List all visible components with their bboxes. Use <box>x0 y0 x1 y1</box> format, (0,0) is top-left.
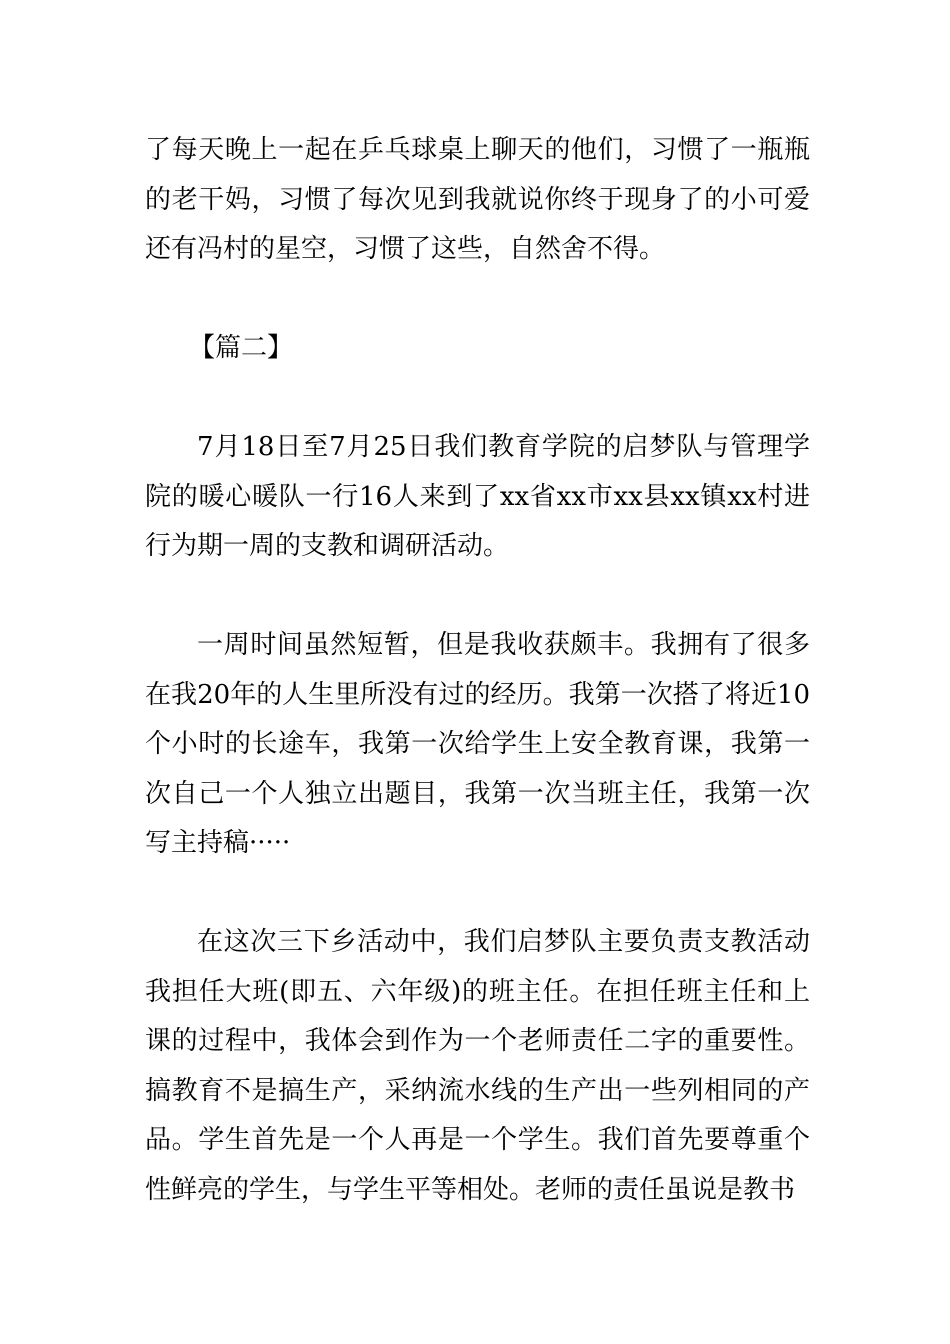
paragraph-continuation: 了每天晚上一起在乒乓球桌上聊天的他们，习惯了一瓶瓶的老干妈，习惯了每次见到我就说你终于现身了的小可爱还有冯村的星空，习惯了这些，自然舍不得。 <box>145 135 810 264</box>
paragraph-teaching: 在这次三下乡活动中，我们启梦队主要负责支教活动我担任大班(即五、六年级)的班主任。在担任班主任和上课的过程中，我体会到作为一个老师责任二字的重要性。搞教育不是搞生产，采纳流水线的生产出一些列相同的产品。学生首先是一个人再是一个学生。我们首先要尊重个性鲜亮的学生，与学生平等相处。老师的责任虽说是教书 <box>145 927 810 1205</box>
paragraph-experience: 一周时间虽然短暂，但是我收获颇丰。我拥有了很多在我20年的人生里所没有过的经历。我第一次搭了将近10个小时的长途车，我第一次给学生上安全教育课，我第一次自己一个人独立出题目，我第一次当班主任，我第一次写主持稿····· <box>145 630 810 858</box>
document-body <box>145 126 810 1265</box>
paragraph-intro: 7月18日至7月25日我们教育学院的启梦队与管理学院的暖心暖队一行16人来到了xx省xx市xx县xx镇xx村进行为期一周的支教和调研活动。 <box>145 432 810 561</box>
section-heading: 【篇二】 <box>189 333 294 363</box>
